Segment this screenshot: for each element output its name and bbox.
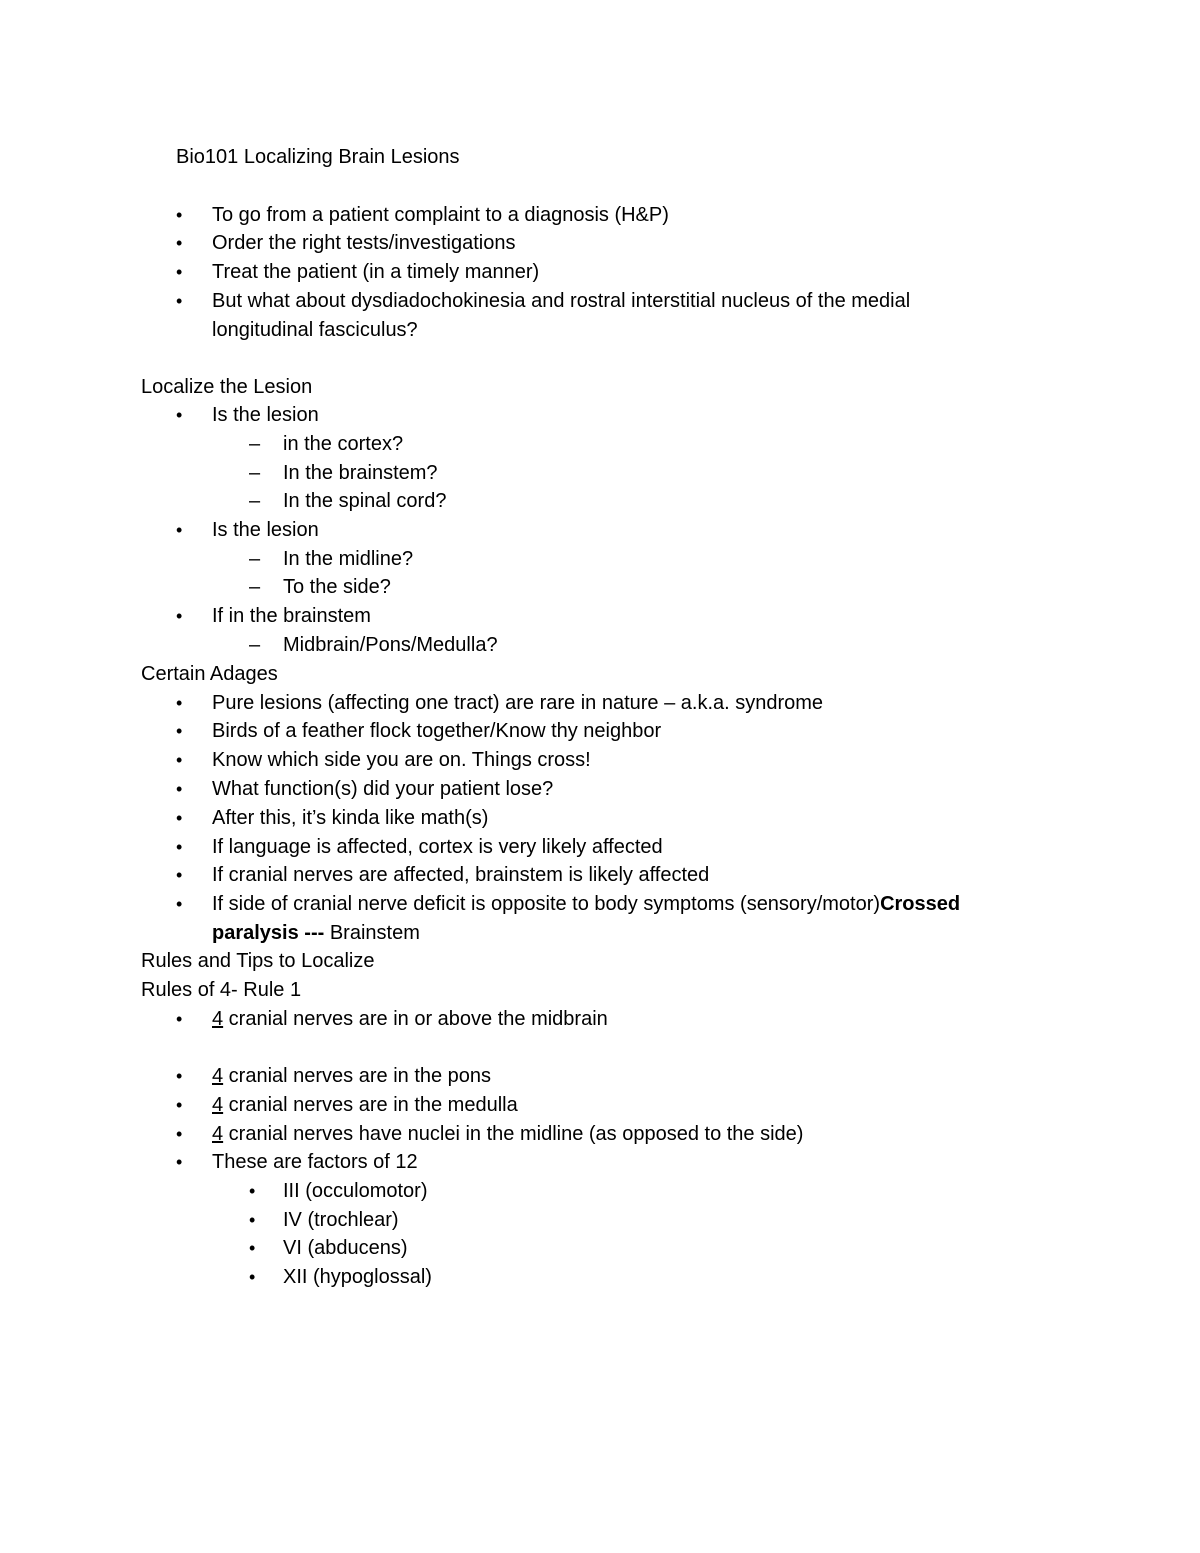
list-item: [212, 1093, 518, 1117]
bullet-icon: •: [176, 205, 183, 225]
list-item: [212, 1007, 608, 1031]
bullet-icon: •: [176, 291, 183, 311]
rule-number: 4: [212, 1008, 224, 1030]
rule-number: 4: [212, 1065, 224, 1087]
dash-icon: –: [249, 634, 261, 656]
bullet-icon: •: [176, 894, 183, 914]
list-item: If in the brainstem: [212, 605, 371, 627]
list-item: [212, 892, 960, 916]
bullet-icon: •: [176, 262, 183, 282]
sub-list-item: In the spinal cord?: [283, 490, 447, 512]
list-item: [212, 1064, 491, 1088]
page-title: Bio101 Localizing Brain Lesions: [176, 146, 460, 168]
sub-list-item: To the side?: [283, 576, 391, 598]
bullet-icon: •: [176, 1152, 183, 1172]
dash-icon: –: [249, 462, 261, 484]
list-item-text: cranial nerves are in the medulla: [223, 1094, 518, 1116]
bullet-icon: •: [249, 1267, 256, 1287]
list-item: Order the right tests/investigations: [212, 232, 516, 254]
bold-text: Crossed: [880, 893, 961, 915]
sub-list-item: In the midline?: [283, 548, 414, 570]
list-item: [212, 1122, 803, 1146]
list-item: What function(s) did your patient lose?: [212, 778, 554, 800]
bullet-icon: •: [176, 405, 183, 425]
list-item: But what about dysdiadochokinesia and rostral interstitial nucleus of the medial: [212, 290, 911, 312]
dash-icon: –: [249, 576, 261, 598]
list-item: Know which side you are on. Things cross!: [212, 749, 591, 771]
bullet-icon: •: [176, 1124, 183, 1144]
list-item: If cranial nerves are affected, brainstem is likely affected: [212, 864, 710, 886]
bullet-icon: •: [176, 865, 183, 885]
list-item: Treat the patient (in a timely manner): [212, 261, 540, 283]
sub-list-item: III (occulomotor): [283, 1180, 428, 1202]
bullet-icon: •: [176, 1009, 183, 1029]
list-item: To go from a patient complaint to a diagnosis (H&P): [212, 204, 669, 226]
list-item: If language is affected, cortex is very likely affected: [212, 836, 663, 858]
section-subheading: Rules of 4- Rule 1: [141, 979, 302, 1001]
bullet-icon: •: [176, 606, 183, 626]
list-item-text: If side of cranial nerve deficit is opposite to body symptoms (sensory/motor): [212, 893, 881, 915]
bullet-icon: •: [176, 693, 183, 713]
bullet-icon: •: [176, 233, 183, 253]
bullet-icon: •: [176, 837, 183, 857]
list-item: After this, it’s kinda like math(s): [212, 807, 489, 829]
bullet-icon: •: [249, 1181, 256, 1201]
list-item: Is the lesion: [212, 519, 319, 541]
list-item: Birds of a feather flock together/Know thy neighbor: [212, 720, 662, 742]
sub-list-item: XII (hypoglossal): [283, 1266, 432, 1288]
bold-text: paralysis ---: [212, 922, 325, 944]
dash-icon: –: [249, 433, 261, 455]
bullet-icon: •: [249, 1210, 256, 1230]
rule-number: 4: [212, 1123, 224, 1145]
sub-list-item: in the cortex?: [283, 433, 404, 455]
section-heading: Localize the Lesion: [141, 376, 313, 398]
list-item-text: Brainstem: [324, 922, 420, 944]
list-item-text: cranial nerves are in the pons: [223, 1065, 492, 1087]
sub-list-item: In the brainstem?: [283, 462, 438, 484]
list-item-continuation: [212, 921, 420, 945]
bullet-icon: •: [176, 779, 183, 799]
bullet-icon: •: [176, 750, 183, 770]
bullet-icon: •: [176, 808, 183, 828]
dash-icon: –: [249, 490, 261, 512]
list-item: Pure lesions (affecting one tract) are rare in nature – a.k.a. syndrome: [212, 692, 824, 714]
sub-list-item: VI (abducens): [283, 1237, 408, 1259]
list-item-text: cranial nerves have nuclei in the midline (as opposed to the side): [223, 1123, 804, 1145]
sub-list-item: IV (trochlear): [283, 1209, 399, 1231]
list-item-text: cranial nerves are in or above the midbrain: [223, 1008, 608, 1030]
sub-list-item: Midbrain/Pons/Medulla?: [283, 634, 498, 656]
rule-number: 4: [212, 1094, 224, 1116]
bullet-icon: •: [176, 520, 183, 540]
list-item: These are factors of 12: [212, 1151, 418, 1173]
bullet-icon: •: [176, 721, 183, 741]
dash-icon: –: [249, 548, 261, 570]
list-item-continuation: longitudinal fasciculus?: [212, 319, 418, 341]
section-heading: Rules and Tips to Localize: [141, 950, 375, 972]
bullet-icon: •: [249, 1238, 256, 1258]
section-heading: Certain Adages: [141, 663, 278, 685]
list-item: Is the lesion: [212, 404, 319, 426]
bullet-icon: •: [176, 1095, 183, 1115]
bullet-icon: •: [176, 1066, 183, 1086]
